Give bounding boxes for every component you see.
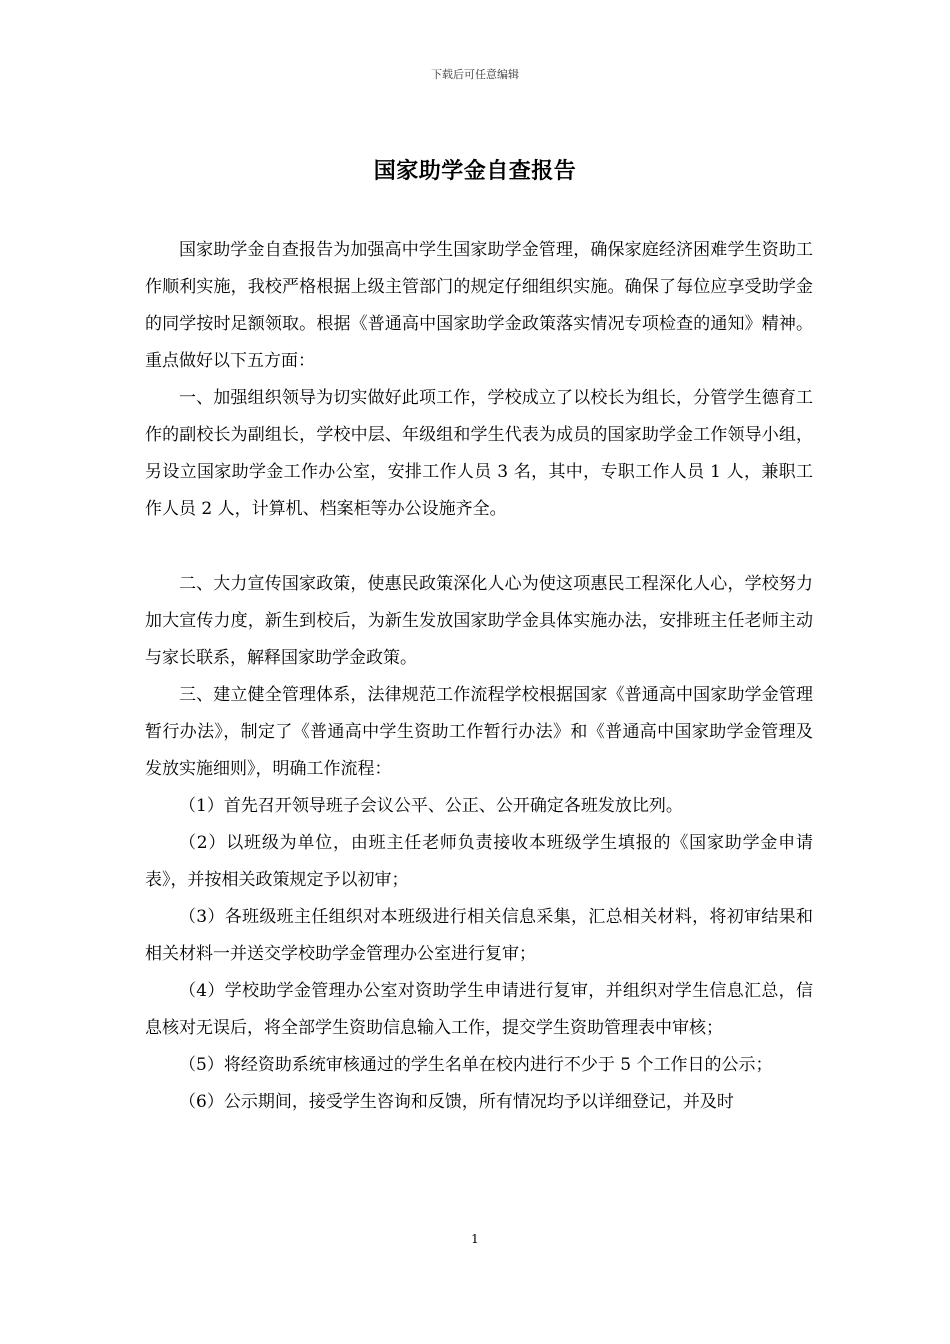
download-note: 下载后可任意编辑: [431, 68, 519, 81]
paragraph-step-4: （4）学校助学金管理办公室对资助学生申请进行复审，并组织对学生信息汇总，信息核对无误后，将全部学生资助信息输入工作，提交学生资助管理表中审核；: [145, 981, 813, 1038]
paragraph-step-3: （3）各班级班主任组织对本班级进行相关信息采集，汇总相关材料，将初审结果和相关材料一并送交学校助学金管理办公室进行复审；: [145, 907, 813, 964]
paragraph-section-2: 二、大力宣传国家政策，使惠民政策深化人心为使这项惠民工程深化人心，学校努力加大宣传力度，新生到校后，为新生发放国家助学金具体实施办法，安排班主任老师主动与家长联系，解释国家助学金政策。: [145, 574, 813, 668]
document-body: [145, 232, 813, 1121]
paragraph-step-6: （6）公示期间，接受学生咨询和反馈，所有情况均予以详细登记，并及时: [179, 1092, 734, 1112]
paragraph-section-3: 三、建立健全管理体系，法律规范工作流程学校根据国家《普通高中国家助学金管理暂行办法》，制定了《普通高中学生资助工作暂行办法》和《普通高中国家助学金管理及发放实施细则》，明确工作流程：: [145, 685, 813, 779]
paragraph-step-2: （2）以班级为单位，由班主任老师负责接收本班级学生填报的《国家助学金申请表》，并按相关政策规定予以初审；: [145, 833, 813, 890]
paragraph-section-1: 一、加强组织领导为切实做好此项工作，学校成立了以校长为组长，分管学生德育工作的副校长为副组长，学校中层、年级组和学生代表为成员的国家助学金工作领导小组，另设立国家助学金工作办公室，安排工作人员 3 名，其中，专职工作人员 1 人，兼职工作人员 2 人，计算机、档案柜等办公设施齐全。: [145, 388, 813, 519]
paragraph-step-1: （1）首先召开领导班子会议公平、公正、公开确定各班发放比列。: [179, 796, 683, 816]
paragraph-intro: 国家助学金自查报告为加强高中学生国家助学金管理，确保家庭经济困难学生资助工作顺利实施，我校严格根据上级主管部门的规定仔细组织实施。确保了每位应享受助学金的同学按时足额领取。根据《普通高中国家助学金政策落实情况专项检查的通知》精神。重点做好以下五方面：: [145, 240, 813, 371]
page-number: 1: [471, 1232, 479, 1246]
document-title: 国家助学金自查报告: [373, 158, 577, 184]
paragraph-step-5: （5）将经资助系统审核通过的学生名单在校内进行不少于 5 个工作日的公示；: [179, 1055, 773, 1075]
